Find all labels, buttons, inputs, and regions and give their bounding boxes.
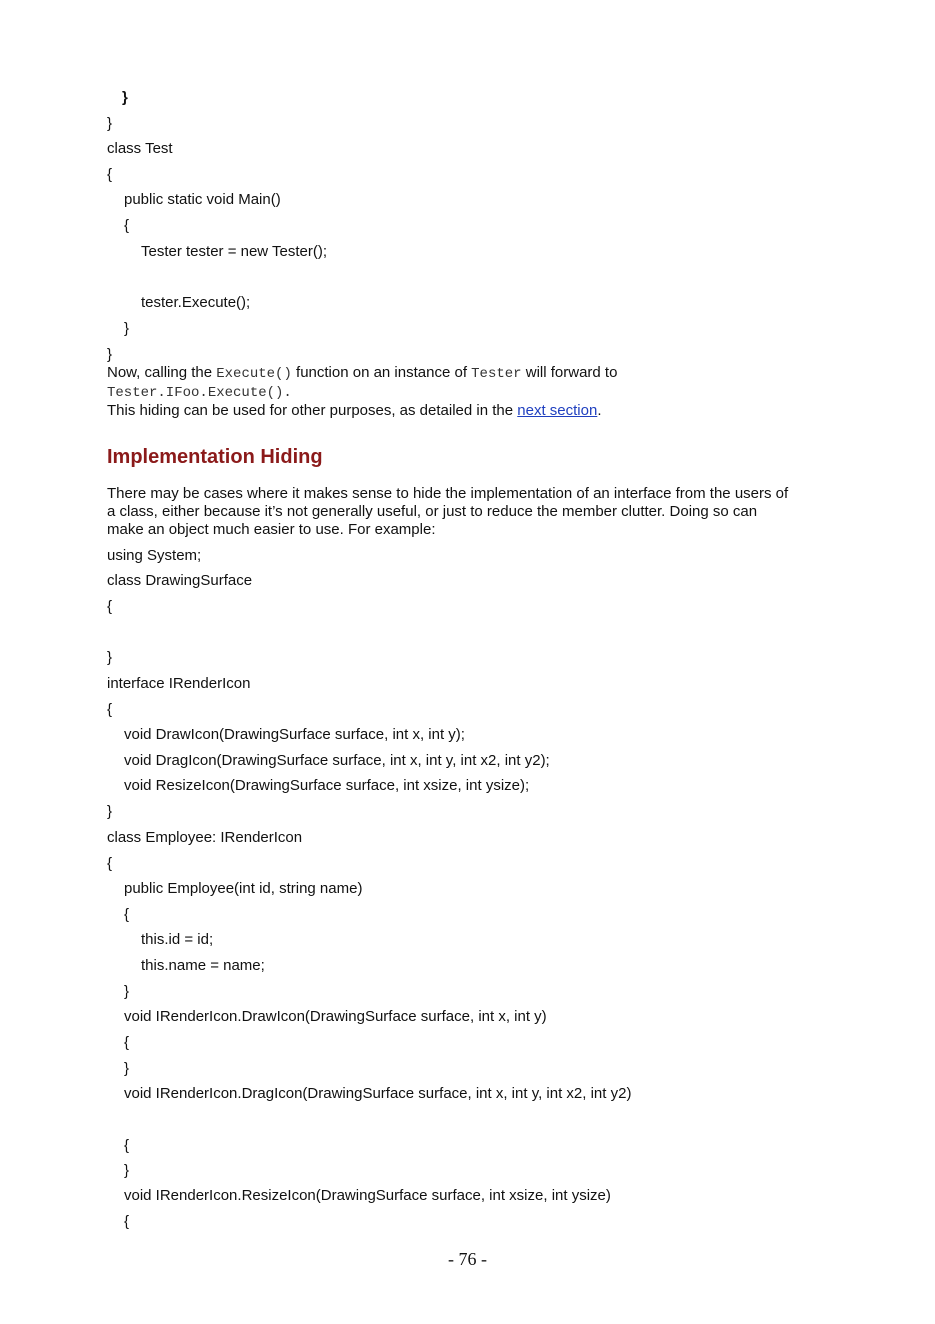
text-run: This hiding can be used for other purposes, as detailed in the xyxy=(107,402,518,419)
code-line: this.id = id; xyxy=(141,931,214,948)
code-inline: Execute() xyxy=(216,366,292,382)
code-line: { xyxy=(107,701,113,718)
text-run: will forward to xyxy=(521,364,618,381)
code-line: { xyxy=(124,906,130,923)
code-line: public Employee(int id, string name) xyxy=(124,880,363,897)
code-line: } xyxy=(122,89,128,106)
code-inline: Tester xyxy=(471,366,522,382)
code-line: } xyxy=(124,320,130,337)
code-line: } xyxy=(124,1162,130,1179)
code-line: void IRenderIcon.DragIcon(DrawingSurface surface, int x, int y, int x2, int y2) xyxy=(124,1085,632,1102)
code-line: } xyxy=(124,983,130,1000)
code-line: public static void Main() xyxy=(124,191,281,208)
code-line: } xyxy=(124,1060,130,1077)
page-number: - 76 - xyxy=(448,1249,487,1269)
code-line: { xyxy=(124,217,130,234)
code-line: void DrawIcon(DrawingSurface surface, int x, int y); xyxy=(124,726,465,743)
code-line: void IRenderIcon.DrawIcon(DrawingSurface surface, int x, int y) xyxy=(124,1008,547,1025)
code-line: class Employee: IRenderIcon xyxy=(107,829,303,846)
section-heading: Implementation Hiding xyxy=(107,446,323,468)
paragraph-line: There may be cases where it makes sense to hide the implementation of an interface from the users of xyxy=(107,485,789,502)
next-section-link[interactable]: next section xyxy=(517,402,598,419)
code-line: } xyxy=(107,115,113,132)
code-line: } xyxy=(107,346,113,363)
code-line: Tester tester = new Tester(); xyxy=(141,243,328,260)
code-line: { xyxy=(124,1034,130,1051)
text-run: Now, calling the xyxy=(107,364,217,381)
code-line: { xyxy=(124,1137,130,1154)
code-inline-line: Tester.IFoo.Execute(). xyxy=(107,385,292,401)
paragraph-hiding xyxy=(107,402,601,420)
code-line: } xyxy=(107,803,113,820)
code-line: interface IRenderIcon xyxy=(107,675,251,692)
code-line: { xyxy=(107,166,113,183)
code-line: class DrawingSurface xyxy=(107,572,253,589)
code-line: void IRenderIcon.ResizeIcon(DrawingSurface surface, int xsize, int ysize) xyxy=(124,1187,611,1204)
code-line: tester.Execute(); xyxy=(141,294,251,311)
text-run: . xyxy=(597,402,602,419)
code-line: using System; xyxy=(107,547,202,564)
code-line: } xyxy=(107,649,113,666)
paragraph-line: a class, either because it’s not generally useful, or just to reduce the member clutter. Doing so can xyxy=(107,503,758,520)
code-line: { xyxy=(124,1213,130,1230)
code-line: this.name = name; xyxy=(141,957,265,974)
text-run: function on an instance of xyxy=(291,364,472,381)
code-line: class Test xyxy=(107,140,173,157)
code-line: { xyxy=(107,855,113,872)
code-line: { xyxy=(107,598,113,615)
code-line: void ResizeIcon(DrawingSurface surface, int xsize, int ysize); xyxy=(124,777,530,794)
code-line: void DragIcon(DrawingSurface surface, int x, int y, int x2, int y2); xyxy=(124,752,550,769)
paragraph-forwarding xyxy=(107,364,617,383)
paragraph-line: make an object much easier to use. For example: xyxy=(107,521,436,538)
